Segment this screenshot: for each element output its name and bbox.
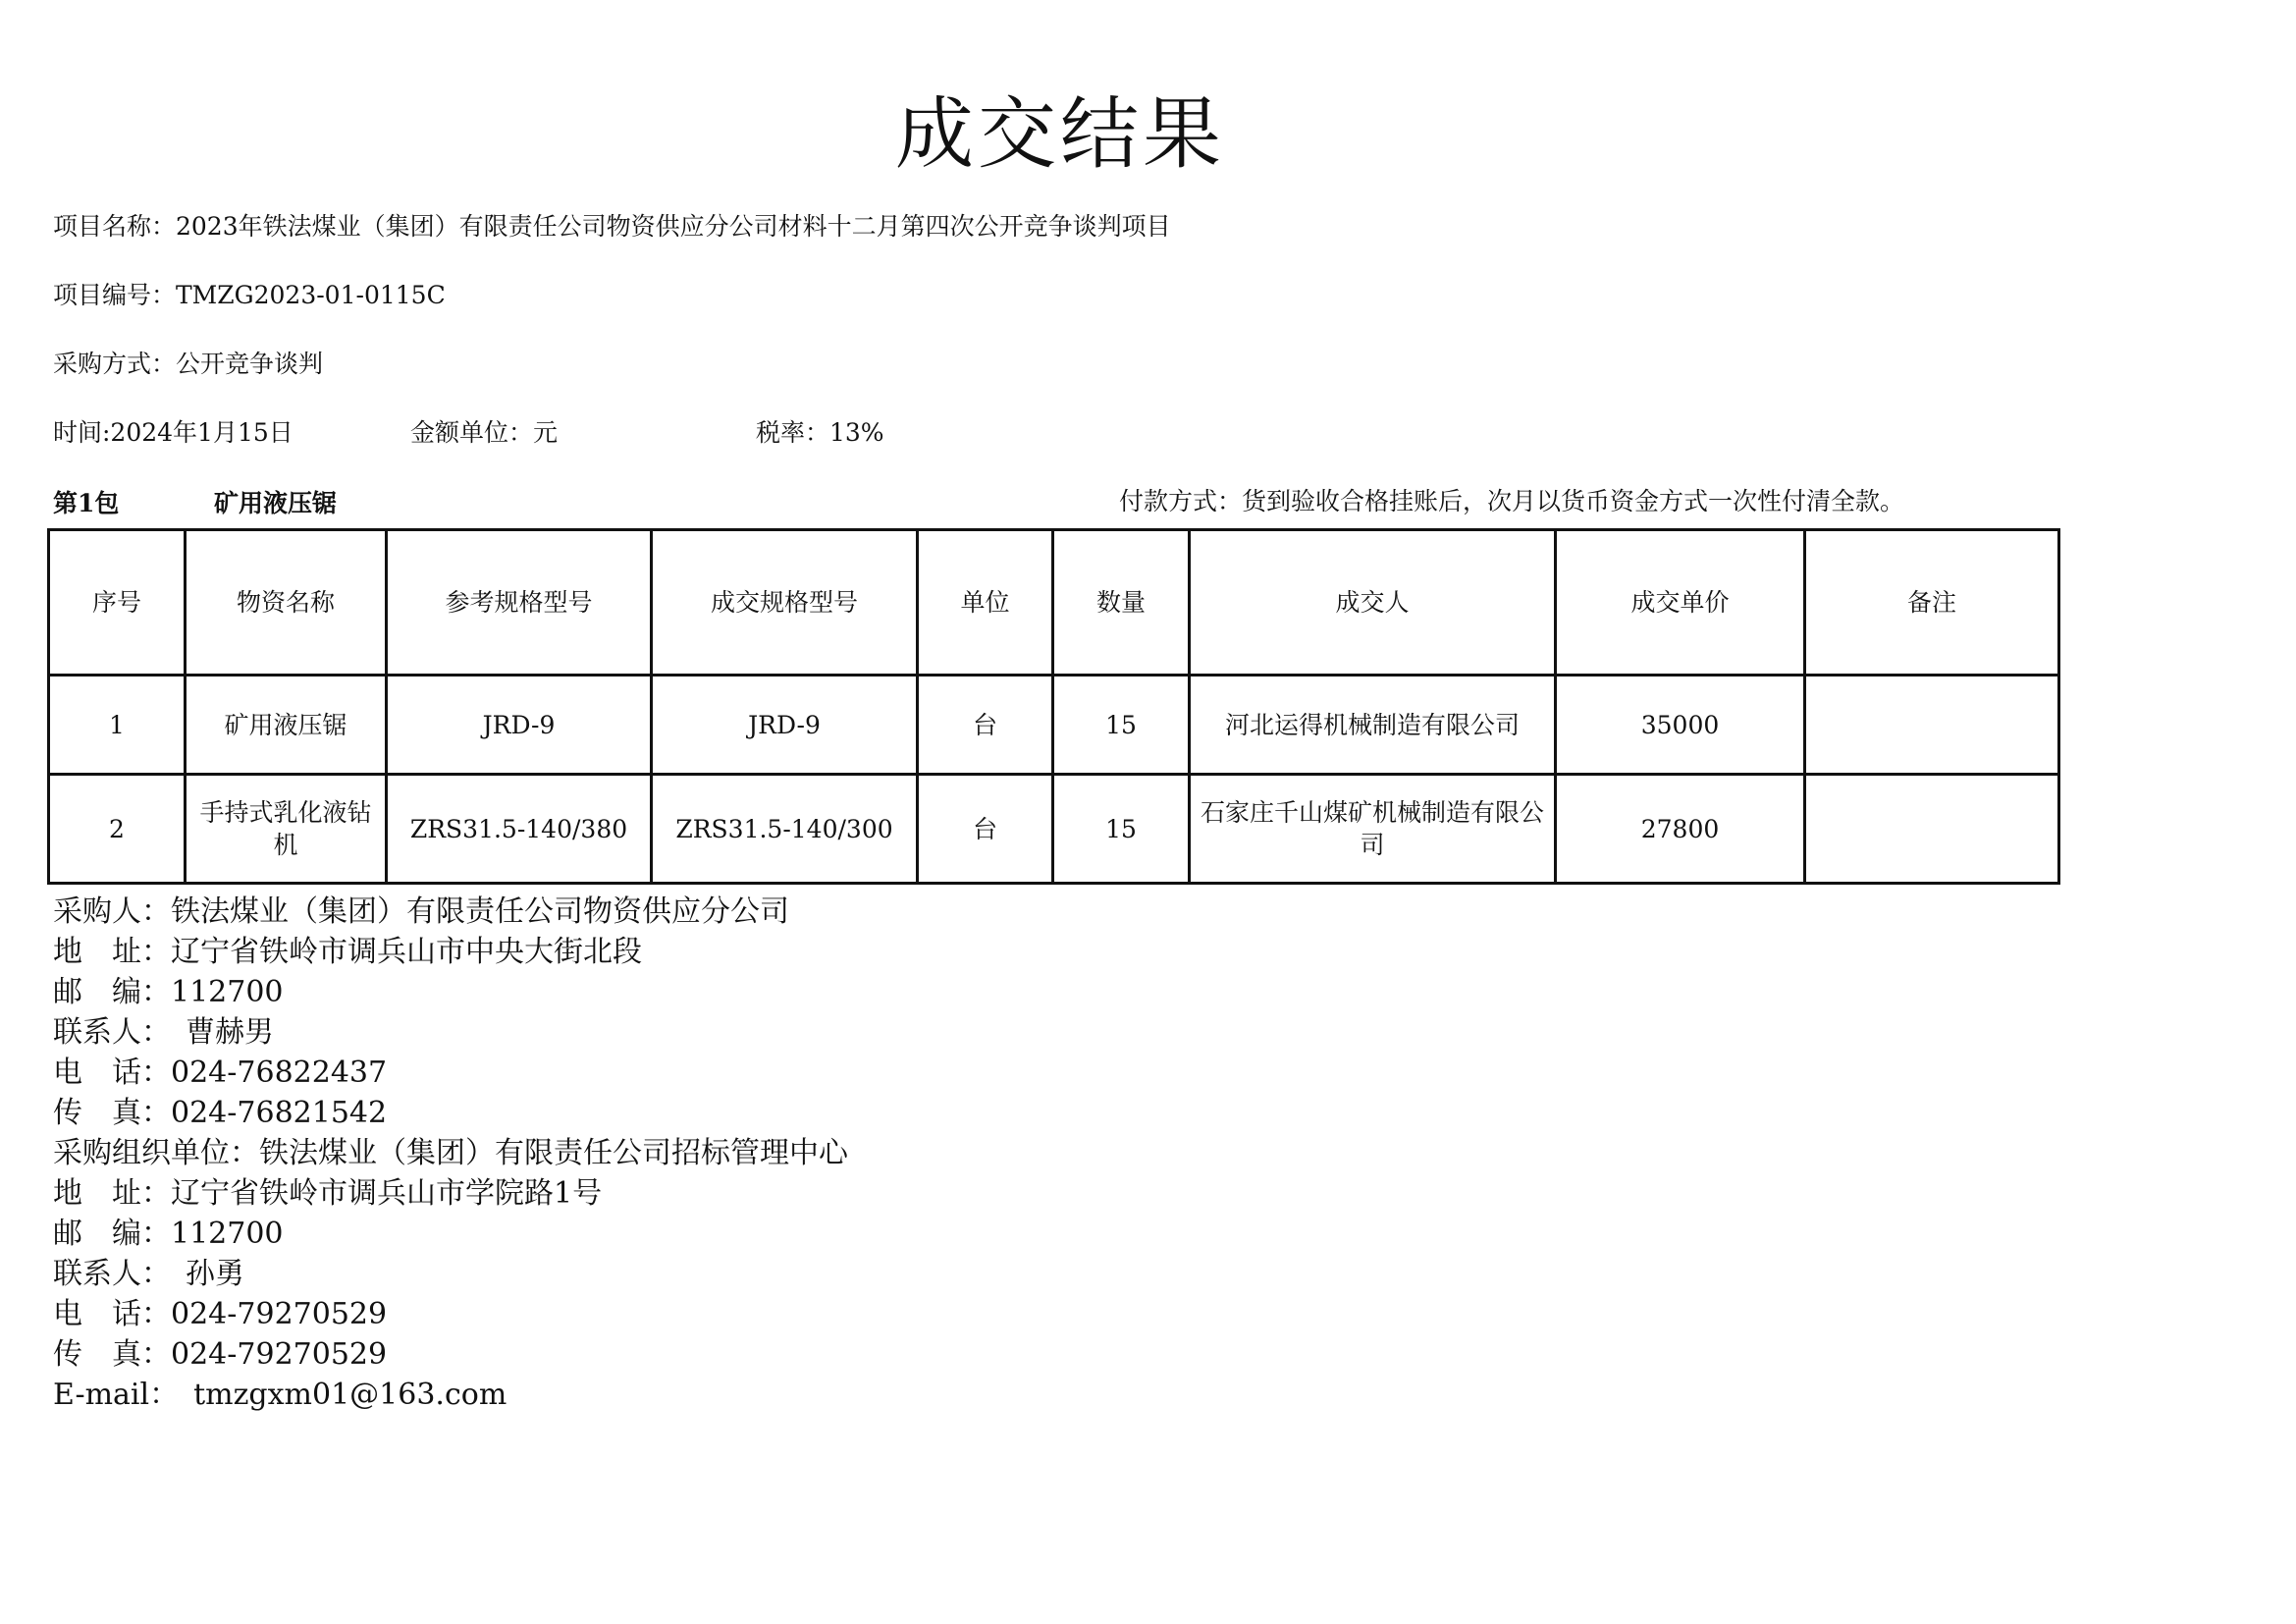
agency-contact: 联系人： 孙勇 bbox=[53, 1257, 244, 1291]
agency-email: E-mail： tmzgxm01@163.com bbox=[53, 1378, 507, 1412]
table-cell: ZRS31.5-140/300 bbox=[652, 775, 918, 884]
purchaser-phone: 电 话：024-76822437 bbox=[53, 1056, 388, 1090]
table-cell: JRD-9 bbox=[387, 676, 652, 775]
table-cell: 石家庄千山煤矿机械制造有限公司 bbox=[1190, 775, 1556, 884]
payment-terms: 付款方式：货到验收合格挂账后，次月以货币资金方式一次性付清全款。 bbox=[1119, 487, 1905, 515]
table-cell: 台 bbox=[918, 775, 1053, 884]
header-cell: 成交规格型号 bbox=[652, 530, 918, 676]
table-cell: 台 bbox=[918, 676, 1053, 775]
table-cell: 35000 bbox=[1556, 676, 1805, 775]
agency-name: 采购组织单位：铁法煤业（集团）有限责任公司招标管理中心 bbox=[53, 1136, 848, 1170]
purchaser-name: 采购人：铁法煤业（集团）有限责任公司物资供应分公司 bbox=[53, 894, 789, 929]
table-cell: 手持式乳化液钻机 bbox=[186, 775, 387, 884]
header-cell: 参考规格型号 bbox=[387, 530, 652, 676]
header-cell: 成交人 bbox=[1190, 530, 1556, 676]
project-number: 项目编号：TMZG2023-01-0115C bbox=[53, 281, 446, 309]
table-header-row bbox=[49, 530, 2059, 676]
table-cell: ZRS31.5-140/380 bbox=[387, 775, 652, 884]
package-name: 矿用液压锯 bbox=[214, 489, 338, 517]
table-cell: JRD-9 bbox=[652, 676, 918, 775]
project-name: 项目名称：2023年铁法煤业（集团）有限责任公司物资供应分公司材料十二月第四次公开竞争谈判项目 bbox=[53, 212, 1171, 241]
purchaser-postcode: 邮 编：112700 bbox=[53, 975, 284, 1009]
date: 时间:2024年1月15日 bbox=[53, 418, 294, 447]
table-row bbox=[49, 775, 2059, 884]
package-label: 第1包 bbox=[53, 489, 120, 517]
agency-address: 地 址：辽宁省铁岭市调兵山市学院路1号 bbox=[53, 1176, 603, 1211]
contact-info bbox=[53, 892, 848, 1415]
agency-phone: 电 话：024-79270529 bbox=[53, 1297, 388, 1331]
header-cell: 备注 bbox=[1805, 530, 2059, 676]
agency-postcode: 邮 编：112700 bbox=[53, 1217, 284, 1251]
page-title: 成交结果 bbox=[895, 88, 1225, 180]
header-cell: 成交单价 bbox=[1556, 530, 1805, 676]
header-cell: 物资名称 bbox=[186, 530, 387, 676]
table-cell: 矿用液压锯 bbox=[186, 676, 387, 775]
table-cell: 15 bbox=[1053, 775, 1190, 884]
header-cell: 单位 bbox=[918, 530, 1053, 676]
table-row bbox=[49, 676, 2059, 775]
purchaser-fax: 传 真：024-76821542 bbox=[53, 1096, 388, 1130]
table-cell: 15 bbox=[1053, 676, 1190, 775]
table-cell bbox=[1805, 676, 2059, 775]
table-cell: 河北运得机械制造有限公司 bbox=[1190, 676, 1556, 775]
header-cell: 数量 bbox=[1053, 530, 1190, 676]
table-cell: 1 bbox=[49, 676, 186, 775]
purchaser-address: 地 址：辽宁省铁岭市调兵山市中央大街北段 bbox=[53, 935, 642, 969]
table-cell bbox=[1805, 775, 2059, 884]
purchaser-contact: 联系人： 曹赫男 bbox=[53, 1015, 274, 1050]
procurement-method: 采购方式：公开竞争谈判 bbox=[53, 350, 324, 378]
results-table bbox=[47, 528, 2060, 885]
amount-unit: 金额单位：元 bbox=[410, 418, 559, 447]
tax-rate: 税率：13% bbox=[756, 418, 884, 447]
table-cell: 2 bbox=[49, 775, 186, 884]
table-cell: 27800 bbox=[1556, 775, 1805, 884]
agency-fax: 传 真：024-79270529 bbox=[53, 1337, 388, 1372]
header-cell: 序号 bbox=[49, 530, 186, 676]
